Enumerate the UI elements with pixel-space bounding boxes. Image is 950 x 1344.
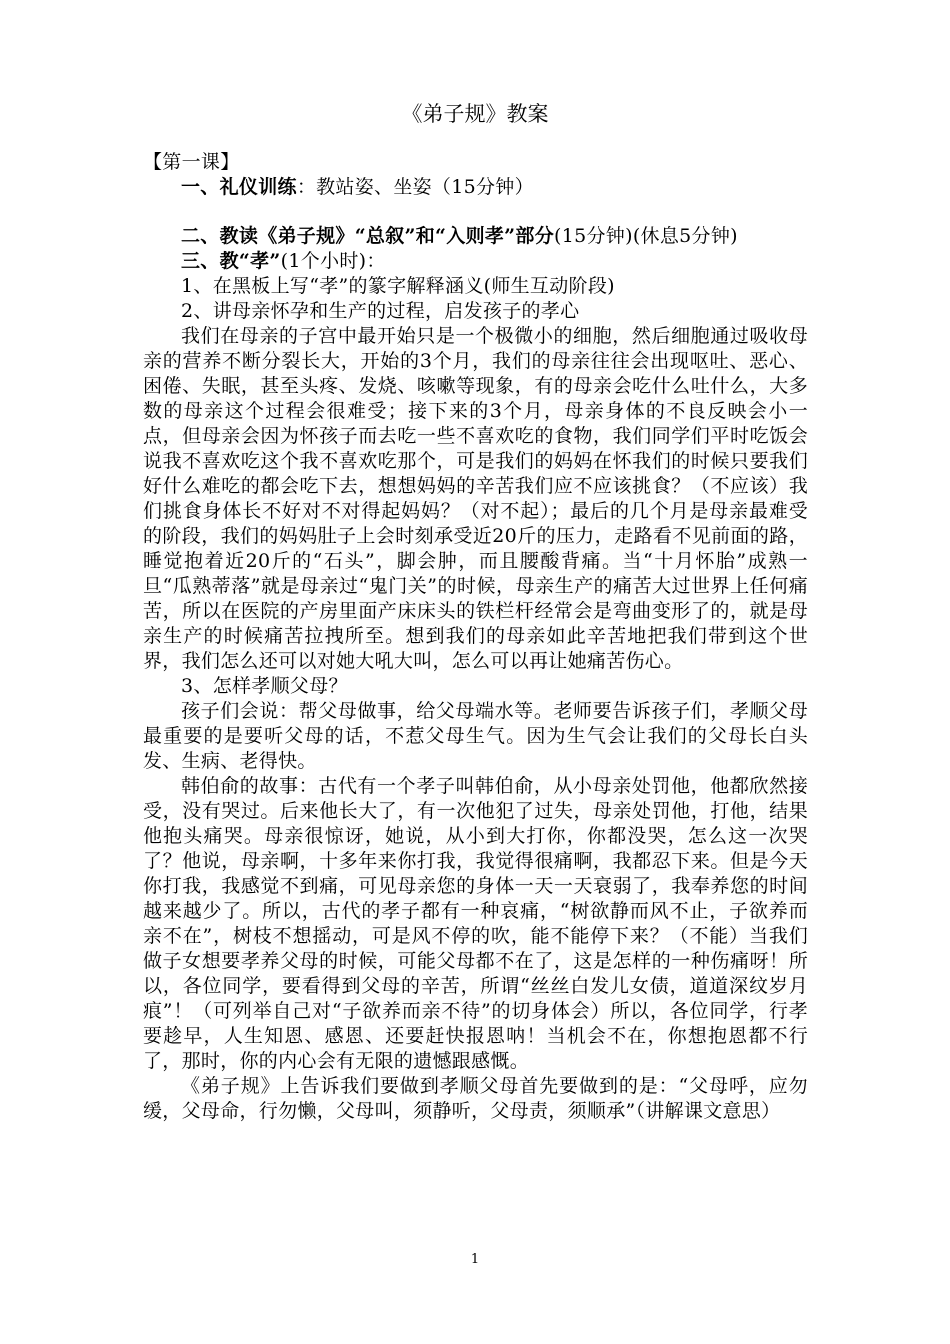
item-2: 2、讲母亲怀孕和生产的过程，启发孩子的孝心 — [181, 300, 580, 322]
section-1-text: ：教站姿、坐姿（15分钟） — [296, 176, 534, 198]
section-3-label: 三、教“孝” — [181, 250, 281, 272]
lesson-heading: 【第一课】 — [143, 151, 240, 173]
item-1: 1、在黑板上写“孝”的篆字解释涵义(师生互动阶段) — [181, 275, 615, 297]
paragraph-dizigui-quote: 《弟子规》上告诉我们要做到孝顺父母首先要做到的是：“父母呼，应勿缓，父母命，行勿懒，父母叫，须静听，父母责，须顺承”（讲解课文意思） — [143, 1075, 808, 1122]
paragraph-han-boyu-story: 韩伯俞的故事：古代有一个孝子叫韩伯俞，从小母亲处罚他，他都欣然接受，没有哭过。后来他长大了，有一次他犯了过失，母亲处罚他，打他，结果他抱头痛哭。母亲很惊讶，她说，从小到大打你，你都没哭，怎么这一次哭了？他说，母亲啊，十多年来你打我，我觉得很痛啊，我都忍下来。但是今天你打我，我感觉不到痛，可见母亲您的身体一天一天衰弱了，我奉养您的时间越来越少了。所以，古代的孝子都有一种哀痛，“树欲静而风不止，子欲养而亲不在”，树枝不想摇动，可是风不停的吹，能不能停下来？（不能）当我们做子女想要孝养父母的时候，可能父母都不在了，这是怎样的一种伤痛呀！所以，各位同学，要看得到父母的辛苦，所谓“丝丝白发儿女债，道道深纹岁月痕”！（可列举自己对“子欲养而亲不待”的切身体会）所以，各位同学，行孝要趁早，人生知恩、感恩、还要赶快报恩呐！当机会不在，你想抱恩都不行了，那时，你的内心会有无限的遗憾跟感慨。 — [143, 775, 808, 1072]
spacer — [143, 200, 808, 224]
section-3 — [143, 249, 808, 274]
paragraph-how-to-be-filial: 孩子们会说：帮父母做事，给父母端水等。老师要告诉孩子们，孝顺父母最重要的是要听父母的话，不惹父母生气。因为生气会让我们的父母长白头发、生病、老得快。 — [143, 700, 808, 772]
section-2-label: 二、教读《弟子规》“总叙”和“入则孝”部分 — [181, 225, 555, 247]
document-body — [143, 150, 808, 1124]
item-3: 3、怎样孝顺父母？ — [181, 675, 348, 697]
section-1-label: 一、礼仪训练 — [181, 176, 297, 198]
section-1 — [143, 175, 808, 200]
document-title: 《弟子规》教案 — [401, 102, 549, 126]
section-3-text: (1个小时)： — [280, 250, 386, 272]
section-2-text: (15分钟)(休息5分钟) — [554, 225, 738, 247]
page-number: 1 — [470, 1252, 480, 1267]
paragraph-pregnancy: 我们在母亲的子宫中最开始只是一个极微小的细胞，然后细胞通过吸收母亲的营养不断分裂长大，开始的3个月，我们的母亲往往会出现呕吐、恶心、困倦、失眠，甚至头疼、发烧、咳嗽等现象，有的母亲会吃什么吐什么，大多数的母亲这个过程会很难受；接下来的3个月，母亲身体的不良反映会小一点，但母亲会因为怀孩子而去吃一些不喜欢吃的食物，我们同学们平时吃饭会说我不喜欢吃这个我不喜欢吃那个，可是我们的妈妈在怀我们的时候只要我们好什么难吃的都会吃下去，想想妈妈的辛苦我们应不应该挑食？（不应该）我们挑食身体长不好对不对得起妈妈？（对不起）；最后的几个月是母亲最难受的阶段，我们的妈妈肚子上会时刻承受近20斤的压力，走路看不见前面的路，睡觉抱着近20斤的“石头”，脚会肿，而且腰酸背痛。当“十月怀胎”成熟一旦“瓜熟蒂落”就是母亲过“鬼门关”的时候，母亲生产的痛苦大过世界上任何痛苦，所以在医院的产房里面产床床头的铁栏杆经常会是弯曲变形了的，就是母亲生产的时候痛苦拉拽所至。想到我们的母亲如此辛苦地把我们带到这个世界，我们怎么还可以对她大吼大叫，怎么可以再让她痛苦伤心。 — [143, 325, 808, 672]
section-2 — [143, 224, 808, 249]
